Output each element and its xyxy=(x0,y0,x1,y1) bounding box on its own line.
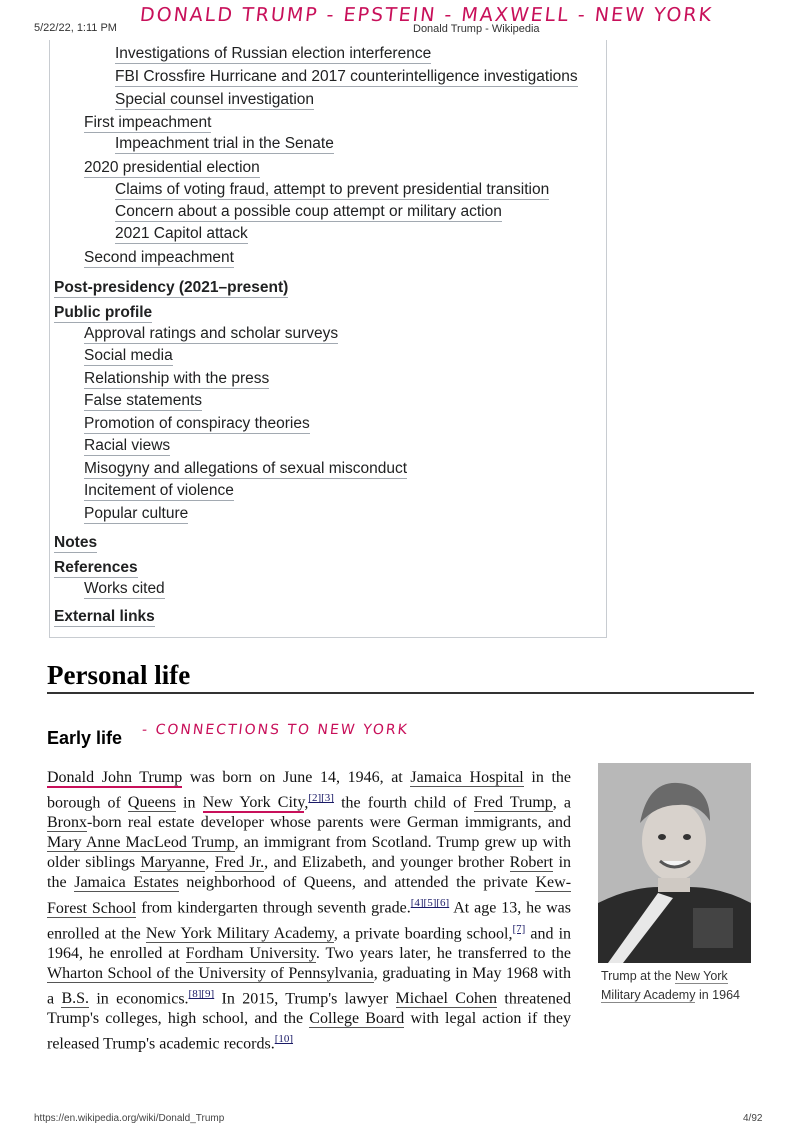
link-jamaica-estates[interactable]: Jamaica Estates xyxy=(74,874,179,892)
toc-item[interactable]: Relationship with the press xyxy=(84,370,270,387)
citation[interactable]: [10] xyxy=(274,1033,294,1046)
toc-item[interactable]: External links xyxy=(54,608,155,625)
link-college-board[interactable]: College Board xyxy=(309,1010,405,1028)
text: and in 1964, he enrolled at xyxy=(47,924,572,962)
photo-caption xyxy=(601,967,751,1005)
subsection-heading: Early life xyxy=(47,728,123,748)
link-robert[interactable]: Robert xyxy=(509,854,554,872)
toc-item[interactable]: Public profile xyxy=(54,304,153,321)
toc-item[interactable]: Notes xyxy=(54,534,98,551)
citation[interactable]: [7] xyxy=(512,922,526,935)
toc-item[interactable]: First impeachment xyxy=(84,114,212,131)
link-new-york-military-academy[interactable]: New York Military Academy xyxy=(145,924,334,942)
caption-text: in 1964 xyxy=(695,988,740,1002)
text: threatened Trump's colleges, high school, and the xyxy=(47,990,571,1028)
link-fordham-university[interactable]: Fordham University xyxy=(185,944,316,962)
text: was born on June 14, 1946, at xyxy=(182,769,411,786)
toc-item[interactable]: Approval ratings and scholar surveys xyxy=(84,325,339,342)
toc-item[interactable]: Promotion of conspiracy theories xyxy=(84,415,310,432)
text: , and Elizabeth, and younger brother xyxy=(264,854,510,872)
text: in the xyxy=(47,854,572,892)
toc-item[interactable]: Impeachment trial in the Senate xyxy=(115,135,334,152)
link-wharton-school[interactable]: Wharton School of the University of Pennsylvania xyxy=(47,964,374,982)
citation[interactable]: [8][9] xyxy=(188,987,215,1000)
portrait-photo[interactable] xyxy=(598,763,751,963)
toc-item[interactable]: FBI Crossfire Hurricane and 2017 counterintelligence investigations xyxy=(115,68,578,85)
toc-item[interactable]: Works cited xyxy=(84,580,165,597)
toc-item[interactable]: Popular culture xyxy=(84,505,189,522)
text: in economics. xyxy=(89,990,189,1008)
print-page-number: 4/92 xyxy=(743,1113,763,1124)
portrait-illustration xyxy=(598,763,751,963)
link-maryanne[interactable]: Maryanne xyxy=(140,854,206,872)
link-bronx[interactable]: Bronx xyxy=(47,814,87,832)
print-datetime: 5/22/22, 1:11 PM xyxy=(34,22,117,34)
link-michael-cohen[interactable]: Michael Cohen xyxy=(395,990,498,1008)
text: in the borough of xyxy=(47,769,571,812)
text: At age 13, he was enrolled at the xyxy=(47,899,572,942)
text: In 2015, Trump's lawyer xyxy=(214,990,396,1008)
link-fred-trump[interactable]: Fred Trump xyxy=(473,794,553,812)
link-donald-john-trump[interactable]: Donald John Trump xyxy=(47,769,183,786)
text: -born real estate developer whose parents were German immigrants, and xyxy=(87,814,571,832)
heading-divider xyxy=(47,692,754,694)
text: , a private boarding school, xyxy=(333,924,513,942)
link-mary-anne-macleod-trump[interactable]: Mary Anne MacLeod Trump xyxy=(47,834,235,852)
text: neighborhood of Queens, and attended the private xyxy=(178,874,536,892)
toc-item[interactable]: Investigations of Russian election interference xyxy=(115,45,432,62)
text: from kindergarten through seventh grade. xyxy=(136,899,411,917)
caption-text: Trump at the xyxy=(601,969,675,983)
link-fred-jr[interactable]: Fred Jr. xyxy=(214,854,265,872)
text: in xyxy=(175,794,203,812)
toc-item[interactable]: Post-presidency (2021–present) xyxy=(54,279,289,296)
toc-item[interactable]: Social media xyxy=(84,347,173,364)
citation[interactable]: [4][5][6] xyxy=(410,897,450,910)
text: the fourth child of xyxy=(333,794,474,812)
link-queens[interactable]: Queens xyxy=(127,794,176,812)
handwritten-annotation-title: DONALD TRUMP - EPSTEIN - MAXWELL - NEW YORK xyxy=(138,4,715,26)
link-kew-forest-school[interactable]: Kew-Forest School xyxy=(47,874,572,917)
print-url: https://en.wikipedia.org/wiki/Donald_Trump xyxy=(34,1113,225,1124)
early-life-paragraph xyxy=(47,768,571,1055)
link-jamaica-hospital[interactable]: Jamaica Hospital xyxy=(410,769,524,786)
toc-item[interactable]: Racial views xyxy=(84,437,171,454)
toc-item[interactable]: References xyxy=(54,559,138,576)
text: , an immigrant from Scotland. Trump grew up with older siblings xyxy=(47,834,571,872)
print-page-title: Donald Trump - Wikipedia xyxy=(413,23,540,35)
text: , xyxy=(205,854,215,872)
toc-item[interactable]: False statements xyxy=(84,392,203,409)
toc-item[interactable]: 2021 Capitol attack xyxy=(115,225,248,242)
toc-item[interactable]: Claims of voting fraud, attempt to prevent presidential transition xyxy=(115,181,550,198)
toc-item[interactable]: 2020 presidential election xyxy=(84,159,260,176)
text: with legal action if they released Trump's academic records. xyxy=(47,1010,571,1053)
handwritten-annotation-subheading: - CONNECTIONS TO NEW YORK xyxy=(141,722,410,738)
toc-item[interactable]: Second impeachment xyxy=(84,249,234,266)
toc-item[interactable]: Incitement of violence xyxy=(84,482,234,499)
toc-item[interactable]: Special counsel investigation xyxy=(115,91,315,108)
toc-item[interactable]: Concern about a possible coup attempt or military action xyxy=(115,203,502,220)
citation[interactable]: [2][3] xyxy=(308,792,334,804)
link-bs[interactable]: B.S. xyxy=(61,990,90,1008)
section-heading: Personal life xyxy=(47,660,191,690)
text: , graduating in May 1968 with a xyxy=(47,964,572,1008)
toc-item[interactable]: Misogyny and allegations of sexual misconduct xyxy=(84,460,408,477)
caption-link-nyma[interactable]: New York Military Academy xyxy=(601,969,728,1002)
text: . Two years later, he transferred to the xyxy=(315,944,572,962)
link-new-york-city[interactable]: New York City xyxy=(202,794,305,812)
text: , xyxy=(304,794,309,812)
table-of-contents xyxy=(49,40,607,638)
text: , a xyxy=(552,794,571,812)
